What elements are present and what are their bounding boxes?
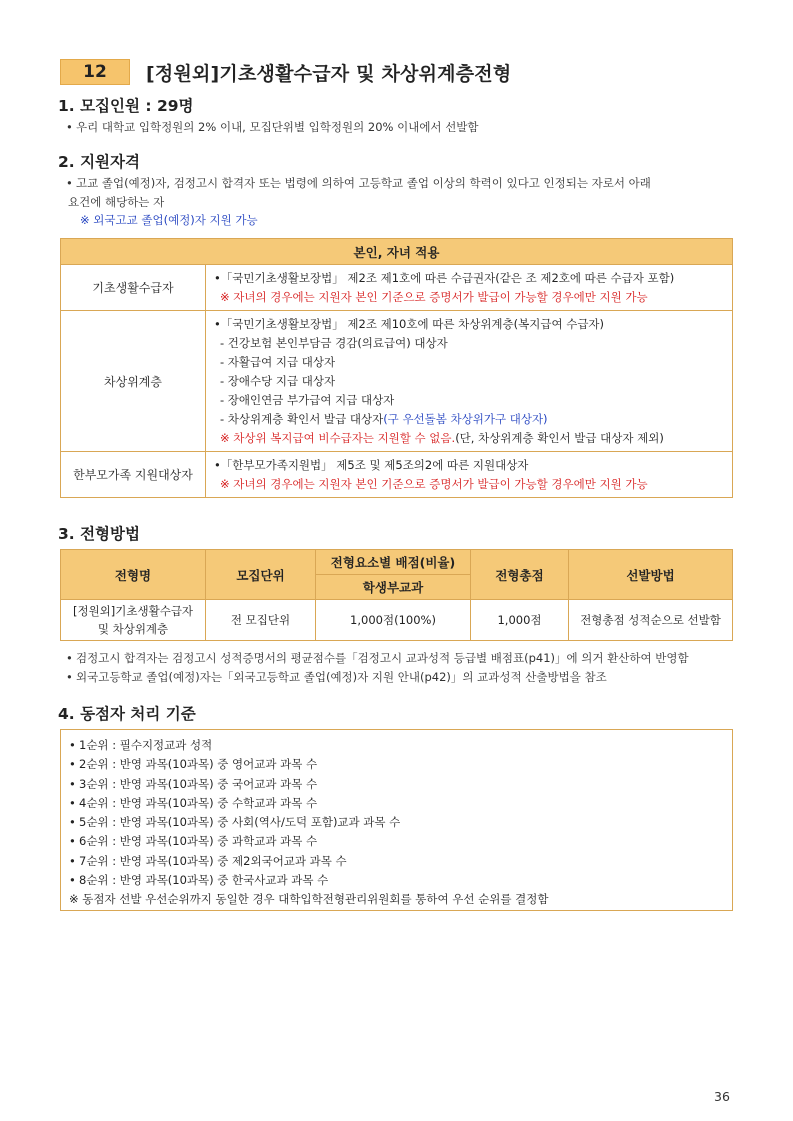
list-item: • 6순위 : 반영 과목(10과목) 중 과학교과 과목 수 — [69, 834, 318, 849]
foreign-school-note: ※ 외국고교 졸업(예정)자 지원 가능 — [80, 213, 258, 227]
cell-name-line2: 및 차상위계층 — [97, 622, 169, 636]
near-poverty-rule: •「국민기초생활보장법」 제2조 제10호에 따른 차상위계층(복지급여 수급자) — [214, 316, 605, 331]
table-row — [61, 600, 733, 641]
label-single-parent: 한부모가족 지원대상자 — [61, 452, 206, 498]
basic-livelihood-note: ※ 자녀의 경우에는 지원자 본인 기준으로 증명서가 발급이 가능할 경우에만 지원 가능 — [220, 289, 648, 304]
heading-selection-method: 3. 전형방법 — [58, 525, 140, 543]
tie-breaker-box — [60, 729, 733, 911]
cell-total: 1,000점 — [471, 600, 569, 641]
heading-eligibility: 2. 지원자격 — [58, 153, 140, 171]
cell-score: 1,000점(100%) — [316, 600, 471, 641]
label-basic-livelihood: 기초생활수급자 — [61, 265, 206, 311]
tie-breaker-text: 6순위 : 반영 과목(10과목) 중 과학교과 과목 수 — [79, 834, 318, 849]
col-header-method: 선발방법 — [569, 550, 733, 600]
basic-livelihood-rule: •「국민기초생활보장법」 제2조 제1호에 따른 수급권자(같은 조 제2호에 따른 수급자 포함) — [214, 270, 675, 285]
list-item: • 4순위 : 반영 과목(10과목) 중 수학교과 과목 수 — [69, 795, 318, 810]
section-number-badge: 12 — [60, 59, 130, 85]
list-item: • 2순위 : 반영 과목(10과목) 중 영어교과 과목 수 — [69, 757, 318, 772]
near-poverty-item: - 장애인연금 부가급여 지급 대상자 — [220, 392, 395, 407]
tie-breaker-text: 7순위 : 반영 과목(10과목) 중 제2외국어교과 과목 수 — [79, 853, 347, 868]
near-poverty-note — [214, 429, 724, 448]
content-single-parent — [206, 452, 733, 498]
near-poverty-note-rest: (단, 차상위계층 확인서 발급 대상자 제외) — [455, 430, 664, 445]
tie-breaker-text: 2순위 : 반영 과목(10과목) 중 영어교과 과목 수 — [79, 757, 318, 772]
col-header-total: 전형총점 — [471, 550, 569, 600]
method-bullet: • 외국고등학교 졸업(예정)자는「외국고등학교 졸업(예정)자 지원 안내(p42)」의 교과성적 산출방법을 참조 — [66, 670, 607, 684]
heading-tie-breaker: 4. 동점자 처리 기준 — [58, 705, 196, 723]
label-near-poverty: 차상위계층 — [61, 311, 206, 452]
eligibility-text-line1: 고교 졸업(예정)자, 검정고시 합격자 또는 법령에 의하여 고등학교 졸업 이상의 학력이 있다고 인정되는 자로서 아래 — [76, 176, 651, 190]
cell-name — [61, 600, 206, 641]
eligibility-table — [60, 238, 733, 498]
eligibility-bullet: • 고교 졸업(예정)자, 검정고시 합격자 또는 법령에 의하여 고등학교 졸업 이상의 학력이 있다고 인정되는 자로서 아래 — [66, 176, 651, 190]
method-bullet-text: 외국고등학교 졸업(예정)자는「외국고등학교 졸업(예정)자 지원 안내(p42)」의 교과성적 산출방법을 참조 — [76, 670, 607, 684]
list-item: • 1순위 : 필수지정교과 성적 — [69, 738, 213, 752]
tie-breaker-text: 3순위 : 반영 과목(10과목) 중 국어교과 과목 수 — [79, 776, 318, 791]
list-item: • 8순위 : 반영 과목(10과목) 중 한국사교과 과목 수 — [69, 873, 329, 888]
near-poverty-item: - 장애수당 지급 대상자 — [220, 373, 336, 388]
eligibility-text-line2: 요건에 해당하는 자 — [68, 195, 165, 209]
col-header-unit: 모집단위 — [206, 550, 316, 600]
near-poverty-item5-text: - 차상위계층 확인서 발급 대상자 — [220, 411, 384, 426]
single-parent-rule: •「한부모가족지원법」 제5조 및 제5조의2에 따른 지원대상자 — [214, 457, 529, 472]
list-item: • 7순위 : 반영 과목(10과목) 중 제2외국어교과 과목 수 — [69, 853, 347, 868]
cell-name-line1: [정원외]기초생활수급자 — [72, 604, 194, 618]
recruitment-bullet: • 우리 대학교 입학정원의 2% 이내, 모집단위별 입학정원의 20% 이내에서 선발함 — [66, 120, 479, 134]
near-poverty-item: - 건강보험 본인부담금 경감(의료급여) 대상자 — [220, 335, 448, 350]
col-header-score-sub: 학생부교과 — [316, 575, 471, 600]
heading-recruitment: 1. 모집인원 : 29명 — [58, 97, 194, 115]
cell-unit: 전 모집단위 — [206, 600, 316, 641]
list-item: • 3순위 : 반영 과목(10과목) 중 국어교과 과목 수 — [69, 776, 318, 791]
col-header-name: 전형명 — [61, 550, 206, 600]
near-poverty-item — [214, 410, 724, 429]
method-bullet: • 검정고시 합격자는 검정고시 성적증명서의 평균점수를「검정고시 교과성적 등급별 배점표(p41)」에 의거 환산하여 반영함 — [66, 651, 689, 665]
content-near-poverty — [206, 311, 733, 452]
tie-breaker-text: 5순위 : 반영 과목(10과목) 중 사회(역사/도덕 포함)교과 과목 수 — [79, 815, 401, 830]
selection-method-table — [60, 549, 733, 641]
tie-breaker-text: 4순위 : 반영 과목(10과목) 중 수학교과 과목 수 — [79, 795, 318, 810]
eligibility-table-header: 본인, 자녀 적용 — [61, 239, 733, 265]
page-number: 36 — [714, 1089, 730, 1104]
content-basic-livelihood — [206, 265, 733, 311]
list-item: • 5순위 : 반영 과목(10과목) 중 사회(역사/도덕 포함)교과 과목 수 — [69, 815, 401, 830]
recruitment-text: 우리 대학교 입학정원의 2% 이내, 모집단위별 입학정원의 20% 이내에서 선발함 — [76, 120, 479, 134]
near-poverty-item5-blue: (구 우선돌봄 차상위가구 대상자) — [383, 411, 548, 426]
tie-breaker-text: 1순위 : 필수지정교과 성적 — [79, 738, 213, 752]
near-poverty-item: - 자활급여 지급 대상자 — [220, 354, 336, 369]
section-header — [60, 58, 511, 86]
single-parent-note: ※ 자녀의 경우에는 지원자 본인 기준으로 증명서가 발급이 가능할 경우에만 지원 가능 — [220, 476, 648, 491]
cell-method: 전형총점 성적순으로 선발함 — [569, 600, 733, 641]
method-bullet-text: 검정고시 합격자는 검정고시 성적증명서의 평균점수를「검정고시 교과성적 등급별 배점표(p41)」에 의거 환산하여 반영함 — [76, 651, 689, 665]
tie-breaker-note: ※ 동점자 선발 우선순위까지 동일한 경우 대학입학전형관리위원회를 통하여 우선 순위를 결정함 — [69, 892, 549, 907]
near-poverty-note-red: ※ 차상위 복지급여 비수급자는 지원할 수 없음. — [220, 430, 456, 445]
col-header-score-group: 전형요소별 배점(비율) — [316, 550, 471, 575]
page-title: [정원외]기초생활수급자 및 차상위계층전형 — [146, 62, 512, 85]
tie-breaker-text: 8순위 : 반영 과목(10과목) 중 한국사교과 과목 수 — [79, 873, 329, 888]
